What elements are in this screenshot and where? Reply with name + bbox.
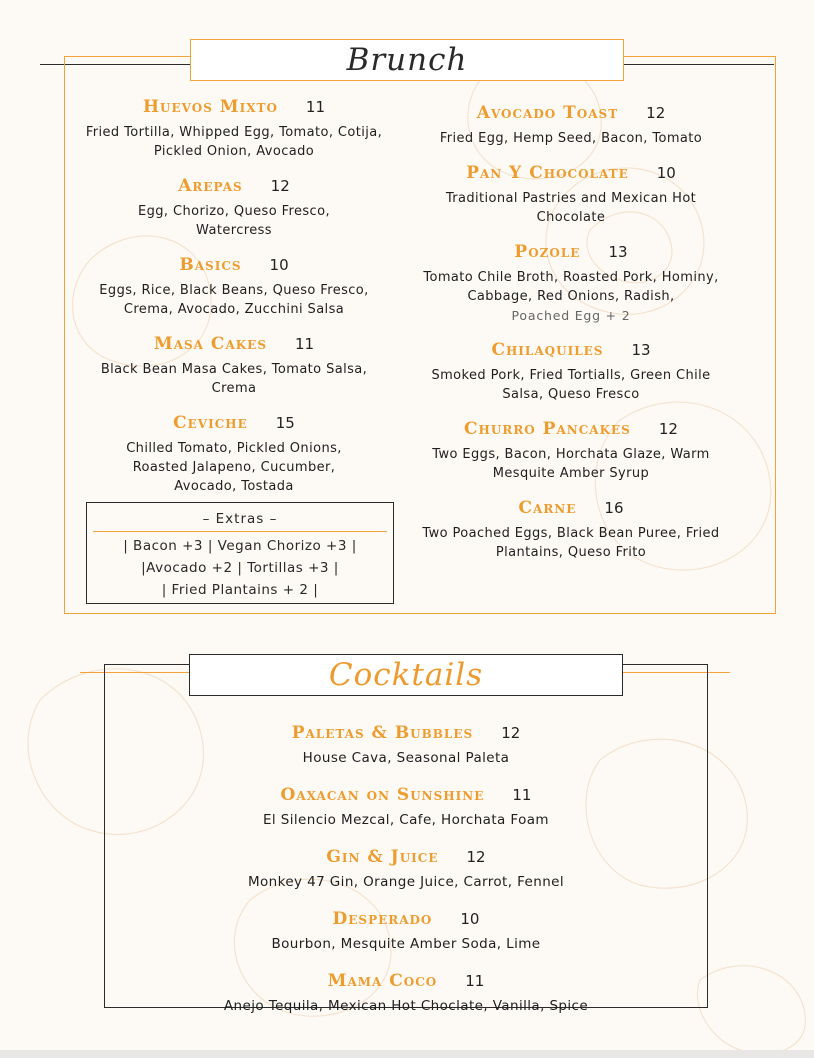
item-name: Carne (518, 498, 577, 518)
item-price: 11 (512, 786, 532, 804)
item-description: Traditional Pastries and Mexican Hot Chocolate (445, 191, 697, 225)
item-description: Bourbon, Mesquite Amber Soda, Lime (271, 936, 541, 952)
menu-item (110, 910, 702, 954)
item-name: Basics (179, 255, 242, 275)
item-price: 15 (275, 414, 295, 432)
item-description: Two Poached Eggs, Black Bean Puree, Fried Plantains, Queso Frito (422, 526, 720, 560)
item-name: Masa Cakes (153, 334, 267, 354)
item-description: Black Bean Masa Cakes, Tomato Salsa, Crema (100, 362, 368, 396)
menu-item (110, 724, 702, 768)
extras-divider (93, 531, 387, 532)
cocktails-title: Cocktails (189, 654, 623, 696)
item-description: Monkey 47 Gin, Orange Juice, Carrot, Fennel (247, 874, 565, 890)
item-name: Churro Pancakes (464, 419, 631, 439)
item-name: Mama Coco (327, 971, 438, 991)
menu-item (412, 243, 730, 325)
item-description: Egg, Chorizo, Queso Fresco, Watercress (138, 204, 330, 238)
item-description: Smoked Pork, Fried Tortialls, Green Chile Salsa, Queso Fresco (431, 368, 711, 402)
item-name: Avocado Toast (476, 103, 619, 123)
menu-item (412, 341, 730, 404)
item-price: 12 (501, 724, 521, 742)
item-description: El Silencio Mezcal, Cafe, Horchata Foam (263, 812, 549, 828)
item-description: Tomato Chile Broth, Roasted Pork, Hominy, Cabbage, Red Onions, Radish, (423, 270, 719, 304)
item-description: House Cava, Seasonal Paleta (302, 750, 510, 766)
item-price: 12 (270, 177, 290, 195)
item-price: 11 (295, 335, 315, 353)
item-name: Gin & Juice (326, 847, 439, 867)
item-description: Anejo Tequila, Mexican Hot Choclate, Vanilla, Spice (223, 998, 589, 1014)
menu-item (72, 177, 396, 240)
item-name: Huevos Mixto (142, 97, 278, 117)
cocktails-column (110, 724, 702, 1034)
item-price: 10 (269, 256, 289, 274)
menu-item (72, 98, 396, 161)
item-name: Oaxacan on Sunshine (280, 785, 485, 805)
menu-item (412, 104, 730, 148)
item-name: Arepas (178, 176, 243, 196)
menu-item (412, 164, 730, 227)
menu-item (72, 414, 396, 496)
extras-line: | Fried Plantains + 2 | (161, 582, 319, 598)
menu-item (72, 256, 396, 319)
item-price: 12 (466, 848, 486, 866)
item-name: Ceviche (173, 413, 248, 433)
extras-line: |Avocado +2 | Tortillas +3 | (141, 560, 339, 576)
menu-item (412, 499, 730, 562)
menu-item (110, 972, 702, 1016)
extras-title: – Extras – (202, 511, 278, 527)
item-price: 13 (631, 341, 651, 359)
item-description: Fried Egg, Hemp Seed, Bacon, Tomato (439, 131, 703, 146)
item-price: 10 (460, 910, 480, 928)
item-price: 12 (646, 104, 666, 122)
item-price: 10 (656, 164, 676, 182)
extras-line: | Bacon +3 | Vegan Chorizo +3 | (123, 538, 357, 554)
item-name: Desperado (332, 909, 433, 929)
menu-item (110, 848, 702, 892)
brunch-right-column (412, 104, 730, 578)
item-addon-note: Poached Egg + 2 (511, 308, 631, 323)
item-price: 13 (608, 243, 628, 261)
item-name: Pan Y Chocolate (466, 163, 629, 183)
item-price: 11 (305, 98, 326, 116)
menu-item (412, 420, 730, 483)
menu-item (110, 786, 702, 830)
item-name: Pozole (514, 242, 581, 262)
menu-item (72, 335, 396, 398)
item-name: Paletas & Bubbles (291, 723, 474, 743)
item-description: Two Eggs, Bacon, Horchata Glaze, Warm Mesquite Amber Syrup (432, 447, 710, 481)
item-price: 16 (604, 499, 624, 517)
item-description: Fried Tortilla, Whipped Egg, Tomato, Cotija, Pickled Onion, Avocado (85, 125, 383, 159)
item-price: 12 (658, 420, 678, 438)
page-bottom-edge (0, 1050, 814, 1058)
item-price: 11 (465, 972, 485, 990)
brunch-title: Brunch (190, 39, 624, 81)
item-name: Chilaquiles (491, 340, 604, 360)
brunch-left-column (72, 98, 396, 512)
item-description: Eggs, Rice, Black Beans, Queso Fresco, Crema, Avocado, Zucchini Salsa (99, 283, 369, 317)
extras-box (86, 502, 394, 604)
item-description: Chilled Tomato, Pickled Onions, Roasted Jalapeno, Cucumber, Avocado, Tostada (126, 441, 342, 494)
